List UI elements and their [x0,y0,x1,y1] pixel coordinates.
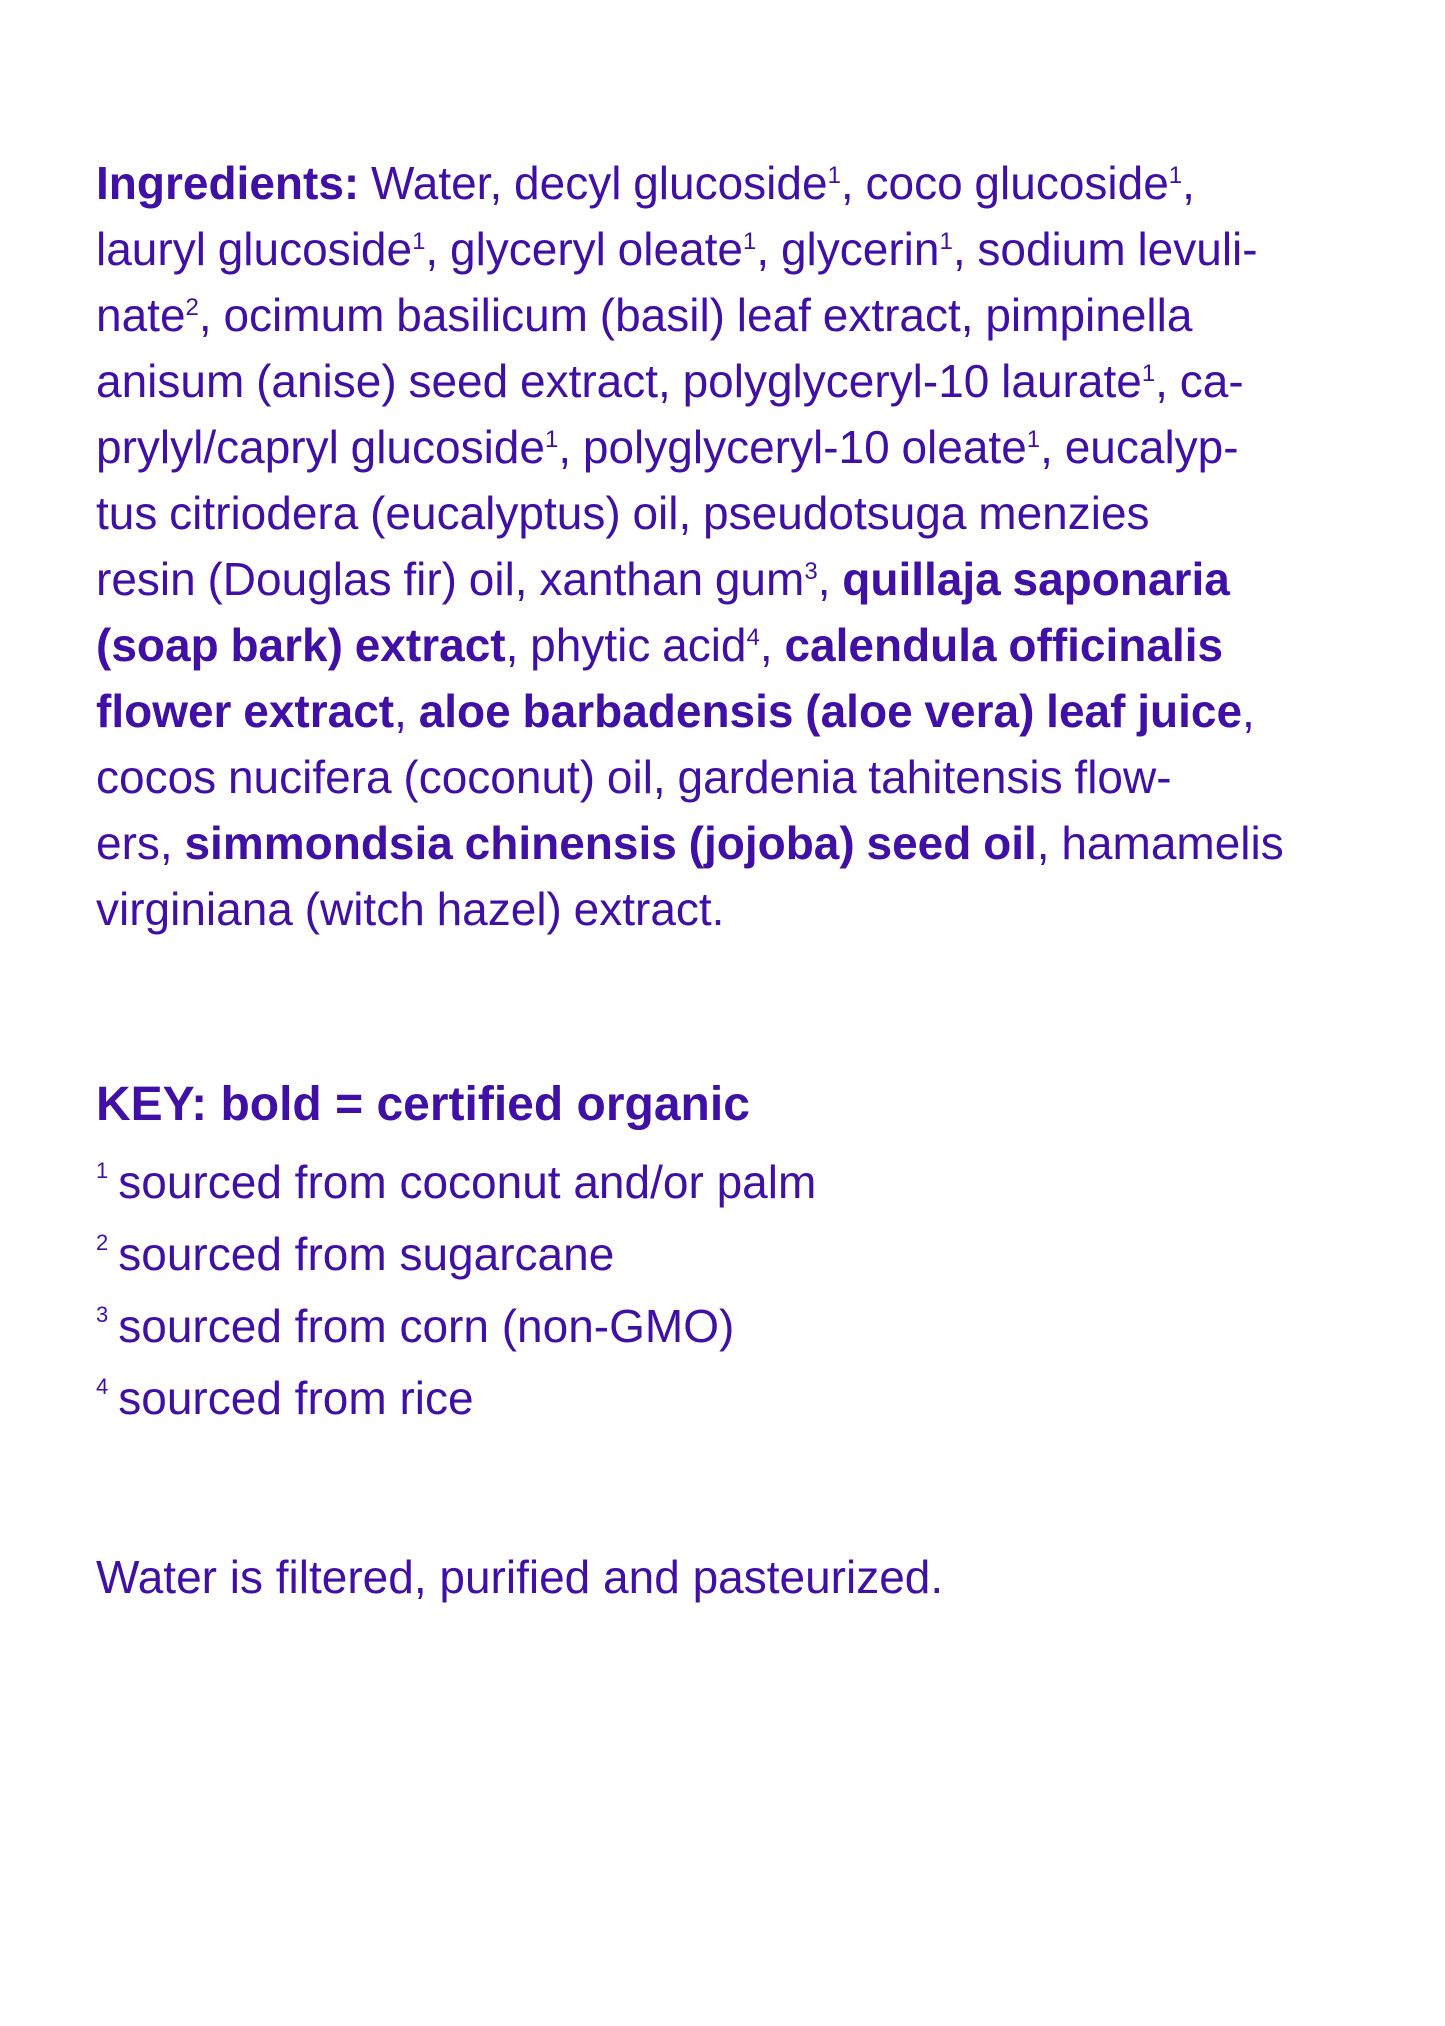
footnote-reference: 1 [1168,162,1183,189]
ingredient-text: , [817,553,843,605]
ingredients-line [96,546,1386,612]
footnote-reference: 1 [827,162,841,189]
ingredient-text: Water, decyl glucoside [359,157,828,209]
organic-ingredient: simmondsia chinensis (jojoba) seed oil [184,817,1037,869]
ingredients-paragraph [96,150,1386,942]
ingredient-text: , glycerin [756,223,940,275]
footnote-1 [96,1146,1386,1218]
footnote-reference: 1 [1026,426,1041,453]
footnote-reference: 1 [1141,360,1156,387]
ingredient-text: , phytic acid [505,619,747,671]
footnote-mark: 3 [96,1302,109,1327]
ingredient-text: , hamamelis [1036,817,1284,869]
organic-ingredient: quillaja saponaria [842,553,1230,605]
footnote-reference: 1 [939,228,953,255]
ingredient-text: , glyceryl oleate [425,223,744,275]
ingredients-line [96,282,1386,348]
footnote-reference: 4 [746,624,760,651]
ingredient-text: , coco glucoside [840,157,1169,209]
ingredient-text: , [759,619,785,671]
footnote-mark: 4 [96,1374,109,1399]
organic-ingredient: Ingredients: [96,157,360,209]
footnote-text: sourced from sugarcane [118,1228,615,1280]
ingredients-line [96,744,1386,810]
footnote-reference: 2 [185,294,199,321]
ingredients-line [96,150,1386,216]
organic-ingredient: aloe barbadensis (aloe vera) leaf juice [418,685,1243,737]
ingredient-text: , sodium levuli- [952,223,1258,275]
organic-ingredient: flower extract [96,685,395,737]
ingredient-text: cocos nucifera (coconut) oil, gardenia tahitensis flow- [96,751,1172,803]
footnote-4 [96,1362,1386,1434]
ingredients-line [96,216,1386,282]
ingredient-text: tus citriodera (eucalyptus) oil, pseudotsuga menzies [96,487,1150,539]
footnote-mark: 2 [96,1230,109,1255]
ingredient-text: , ocimum basilicum (basil) leaf extract, pimpinella [198,289,1193,341]
ingredient-text: virginiana (witch hazel) extract. [96,883,725,935]
footnote-3 [96,1290,1386,1362]
ingredient-text: lauryl glucoside [96,223,413,275]
ingredient-text: , eucalyp- [1040,421,1239,473]
key-section [96,1070,1386,1434]
ingredients-line [96,348,1386,414]
ingredient-text: resin (Douglas fir) oil, xanthan gum [96,553,805,605]
ingredient-text: anisum (anise) seed extract, polyglyceryl-10 laurate [96,355,1142,407]
ingredient-text: , ca- [1155,355,1244,407]
footnote-2 [96,1218,1386,1290]
ingredient-text: , [1242,685,1255,737]
footnote-text: sourced from corn (non-GMO) [118,1300,735,1352]
footnote-reference: 1 [412,228,426,255]
ingredient-text: , polyglyceryl-10 oleate [558,421,1027,473]
ingredient-text: ers, [96,817,185,869]
organic-ingredient: calendula officinalis [784,619,1224,671]
ingredient-text: prylyl/capryl glucoside [96,421,545,473]
ingredients-line [96,876,1386,942]
ingredients-line [96,612,1386,678]
organic-ingredient: (soap bark) extract [96,619,506,671]
ingredients-line [96,480,1386,546]
footnote-reference: 1 [544,426,559,453]
footnote-reference: 3 [804,558,818,585]
water-note: Water is filtered, purified and pasteurized. [96,1551,944,1603]
footnote-reference: 1 [743,228,757,255]
ingredients-line [96,810,1386,876]
ingredient-text: nate [96,289,186,341]
ingredients-line [96,678,1386,744]
footnote-text: sourced from coconut and/or palm [118,1156,817,1208]
ingredients-line [96,414,1386,480]
key-title: KEY: bold = certified organic [96,1078,750,1131]
ingredients-label [96,150,1386,1610]
footnote-mark: 1 [96,1158,109,1183]
ingredient-text: , [394,685,419,737]
ingredient-text: , [1182,157,1195,209]
footnote-text: sourced from rice [118,1372,474,1424]
